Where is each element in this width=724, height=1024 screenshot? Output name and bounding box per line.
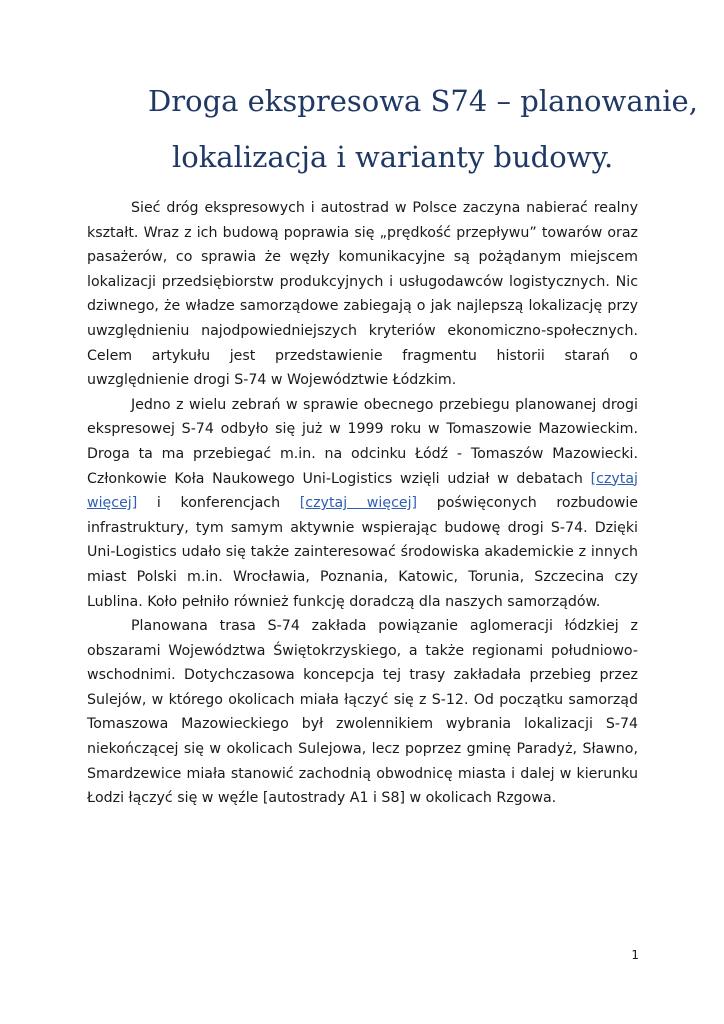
read-more-link-debates[interactable]: [czytaj więcej] [87, 470, 638, 512]
paragraph-2 [87, 393, 638, 614]
paragraph-3: Planowana trasa S-74 zakłada powiązanie aglomeracji łódzkiej z obszarami Województwa Świętokrzyskiego, a także regionami południowo-wschodnimi. Dotychczasowa koncepcja tej trasy zakładała przebieg przez Sulejów, w którego okolicach miała łączyć się z S-12. Od początku samorząd Tomaszowa Mazowieckiego był zwolennikiem wybrania lokalizacji S-74 niekończącej się w okolicach Sulejowa, lecz poprzez gminę Paradyż, Sławno, Smardzewice miała stanowić zachodnią obwodnicę miasta i dalej w kierunku Łodzi łączyć się w węźle [autostrady A1 i S8] w okolicach Rzgowa. [87, 618, 638, 807]
paragraph-2-text-3: poświęconych rozbudowie infrastruktury, tym samym aktywnie wspierając budowę drogi S-74. Dzięki Uni-Logistics udało się także zainteresować środowiska akademickie z innych miast Polski m.in. Wrocławia, Poznania, Katowic, Torunia, Szczecina czy Lublina. Koło pełniło również funkcję doradczą dla naszych samorządów. [87, 495, 639, 610]
document-title-line-1: Droga ekspresowa S74 – planowanie, [148, 84, 698, 118]
document-body [87, 196, 638, 811]
paragraph-2-text-2: i konferencjach [137, 495, 300, 512]
page-number: 1 [631, 948, 639, 962]
read-more-link-conferences[interactable]: [czytaj więcej] [299, 495, 418, 512]
paragraph-1: Sieć dróg ekspresowych i autostrad w Polsce zaczyna nabierać realny kształt. Wraz z ich budową poprawia się „prędkość przepływu” towarów oraz pasażerów, co sprawia że węzły komunikacyjne są pożądanym miejscem lokalizacji przedsiębiorstw produkcyjnych i usługodawców logistycznych. Nic dziwnego, że władze samorządowe zabiegają o jak najlepszą lokalizację przy uwzględnieniu najodpowiedniejszych kryteriów ekonomiczno-społecznych. Celem artykułu jest przedstawienie fragmentu historii starań o uwzględnienie drogi S-74 w Województwie Łódzkim. [87, 200, 638, 389]
document-title-line-2: lokalizacja i warianty budowy. [172, 140, 614, 174]
paragraph-2-text-1: Jedno z wielu zebrań w sprawie obecnego przebiegu planowanej drogi ekspresowej S-74 odbyło się już w 1999 roku w Tomaszowie Mazowieckim. Droga ta ma przebiegać m.in. na odcinku Łódź - Tomaszów Mazowiecki. Członkowie Koła Naukowego Uni-Logistics wzięli udział w debatach [87, 396, 638, 487]
